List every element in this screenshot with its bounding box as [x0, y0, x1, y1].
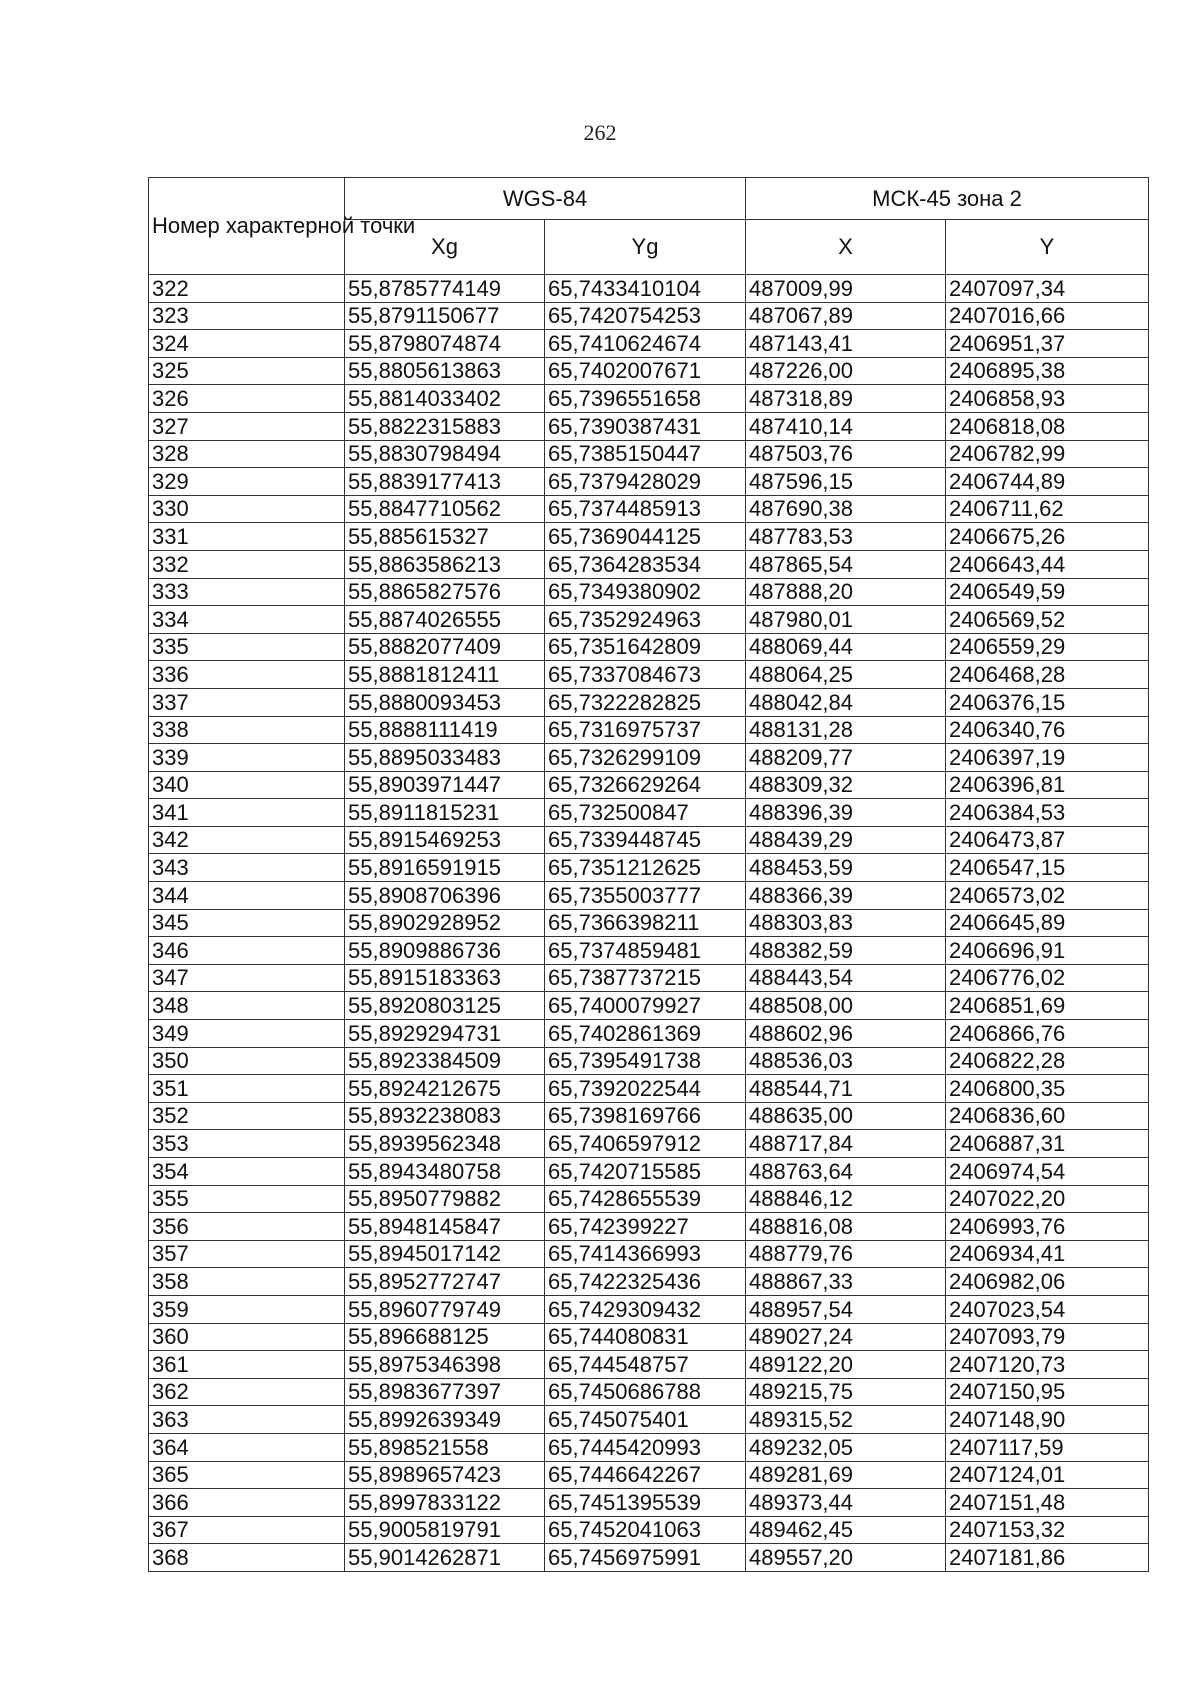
y-cell: 2406974,54 [946, 1158, 1149, 1186]
point-number-cell: 322 [149, 275, 345, 303]
yg-cell: 65,7400079927 [545, 992, 746, 1020]
point-number-cell: 346 [149, 937, 345, 965]
yg-cell: 65,7428655539 [545, 1185, 746, 1213]
point-number-cell: 335 [149, 633, 345, 661]
y-cell: 2406397,19 [946, 744, 1149, 772]
yg-cell: 65,7451395539 [545, 1489, 746, 1517]
table-row [149, 468, 1149, 496]
x-cell: 488131,28 [746, 716, 946, 744]
table-row [149, 1047, 1149, 1075]
yg-cell: 65,7352924963 [545, 606, 746, 634]
table-row [149, 826, 1149, 854]
y-cell: 2407153,32 [946, 1516, 1149, 1544]
yg-cell: 65,7316975737 [545, 716, 746, 744]
y-cell: 2406887,31 [946, 1130, 1149, 1158]
xg-cell: 55,8915469253 [345, 826, 545, 854]
table-row [149, 854, 1149, 882]
x-cell: 489122,20 [746, 1351, 946, 1379]
yg-cell: 65,7351212625 [545, 854, 746, 882]
x-cell: 487143,41 [746, 330, 946, 358]
point-number-cell: 362 [149, 1378, 345, 1406]
y-cell: 2406858,93 [946, 385, 1149, 413]
table-row [149, 937, 1149, 965]
x-cell: 487690,38 [746, 495, 946, 523]
point-number-cell: 327 [149, 412, 345, 440]
point-number-cell: 334 [149, 606, 345, 634]
x-cell: 488508,00 [746, 992, 946, 1020]
xg-cell: 55,8945017142 [345, 1240, 545, 1268]
xg-cell: 55,8908706396 [345, 882, 545, 910]
table-row [149, 495, 1149, 523]
point-number-cell: 349 [149, 1020, 345, 1048]
xg-cell: 55,9005819791 [345, 1516, 545, 1544]
x-cell: 489373,44 [746, 1489, 946, 1517]
table-row [149, 1130, 1149, 1158]
table-row [149, 1516, 1149, 1544]
point-number-cell: 353 [149, 1130, 345, 1158]
point-number-cell: 330 [149, 495, 345, 523]
x-cell: 488779,76 [746, 1240, 946, 1268]
yg-cell: 65,7392022544 [545, 1075, 746, 1103]
point-number-cell: 336 [149, 661, 345, 689]
point-number-cell: 357 [149, 1240, 345, 1268]
x-cell: 489462,45 [746, 1516, 946, 1544]
yg-cell: 65,7390387431 [545, 412, 746, 440]
yg-cell: 65,7406597912 [545, 1130, 746, 1158]
point-number-cell: 366 [149, 1489, 345, 1517]
xg-cell: 55,8830798494 [345, 440, 545, 468]
x-cell: 488209,77 [746, 744, 946, 772]
yg-cell: 65,7326629264 [545, 771, 746, 799]
x-cell: 487783,53 [746, 523, 946, 551]
x-cell: 488439,29 [746, 826, 946, 854]
yg-cell: 65,7446642267 [545, 1461, 746, 1489]
yg-cell: 65,7395491738 [545, 1047, 746, 1075]
xg-cell: 55,8924212675 [345, 1075, 545, 1103]
y-cell: 2406866,76 [946, 1020, 1149, 1048]
point-number-cell: 331 [149, 523, 345, 551]
table-row [149, 964, 1149, 992]
point-number-cell: 360 [149, 1323, 345, 1351]
yg-cell: 65,7379428029 [545, 468, 746, 496]
point-number-cell: 364 [149, 1433, 345, 1461]
table-row [149, 1378, 1149, 1406]
point-number-cell: 333 [149, 578, 345, 606]
point-number-cell: 325 [149, 357, 345, 385]
x-cell: 488453,59 [746, 854, 946, 882]
table-row [149, 330, 1149, 358]
coordinates-table [148, 177, 1149, 1572]
page-number: 262 [583, 120, 617, 145]
point-number-cell: 342 [149, 826, 345, 854]
table-row [149, 302, 1149, 330]
yg-cell: 65,7385150447 [545, 440, 746, 468]
table-row [149, 716, 1149, 744]
table-row [149, 1433, 1149, 1461]
xg-cell: 55,8943480758 [345, 1158, 545, 1186]
table-row [149, 1213, 1149, 1241]
point-number-cell: 341 [149, 799, 345, 827]
point-number-cell: 347 [149, 964, 345, 992]
xg-cell: 55,8923384509 [345, 1047, 545, 1075]
point-number-cell: 340 [149, 771, 345, 799]
point-number-cell: 329 [149, 468, 345, 496]
x-cell: 487503,76 [746, 440, 946, 468]
table-row [149, 1240, 1149, 1268]
yg-cell: 65,7402007671 [545, 357, 746, 385]
point-number-cell: 344 [149, 882, 345, 910]
y-cell: 2407117,59 [946, 1433, 1149, 1461]
point-number-cell: 328 [149, 440, 345, 468]
xg-cell: 55,8983677397 [345, 1378, 545, 1406]
yg-cell: 65,7420715585 [545, 1158, 746, 1186]
x-cell: 488069,44 [746, 633, 946, 661]
yg-cell: 65,7456975991 [545, 1544, 746, 1572]
y-cell: 2406376,15 [946, 688, 1149, 716]
msk45-header: МСК-45 зона 2 [746, 178, 1149, 220]
x-cell: 488957,54 [746, 1295, 946, 1323]
table-row [149, 1295, 1149, 1323]
yg-cell: 65,7410624674 [545, 330, 746, 358]
xg-cell: 55,8880093453 [345, 688, 545, 716]
y-cell: 2406573,02 [946, 882, 1149, 910]
point-number-cell: 350 [149, 1047, 345, 1075]
x-cell: 487410,14 [746, 412, 946, 440]
yg-cell: 65,7433410104 [545, 275, 746, 303]
x-cell: 487865,54 [746, 550, 946, 578]
yg-cell: 65,7339448745 [545, 826, 746, 854]
xg-cell: 55,8888111419 [345, 716, 545, 744]
y-cell: 2407093,79 [946, 1323, 1149, 1351]
xg-cell: 55,8932238083 [345, 1102, 545, 1130]
table-row [149, 606, 1149, 634]
point-number-cell: 332 [149, 550, 345, 578]
xg-cell: 55,8911815231 [345, 799, 545, 827]
yg-cell: 65,7420754253 [545, 302, 746, 330]
y-cell: 2406645,89 [946, 909, 1149, 937]
table-row [149, 1020, 1149, 1048]
yg-cell: 65,732500847 [545, 799, 746, 827]
y-cell: 2406340,76 [946, 716, 1149, 744]
y-cell: 2406836,60 [946, 1102, 1149, 1130]
y-cell: 2406818,08 [946, 412, 1149, 440]
y-cell: 2406396,81 [946, 771, 1149, 799]
xg-cell: 55,8975346398 [345, 1351, 545, 1379]
x-cell: 488763,64 [746, 1158, 946, 1186]
xg-cell: 55,8902928952 [345, 909, 545, 937]
point-number-cell: 365 [149, 1461, 345, 1489]
y-cell: 2406776,02 [946, 964, 1149, 992]
xg-cell: 55,8920803125 [345, 992, 545, 1020]
point-number-cell: 355 [149, 1185, 345, 1213]
table-row [149, 1268, 1149, 1296]
table-row [149, 357, 1149, 385]
point-number-cell: 359 [149, 1295, 345, 1323]
xg-cell: 55,8882077409 [345, 633, 545, 661]
x-cell: 488717,84 [746, 1130, 946, 1158]
point-number-cell: 367 [149, 1516, 345, 1544]
point-number-cell: 343 [149, 854, 345, 882]
yg-cell: 65,744548757 [545, 1351, 746, 1379]
xg-cell: 55,8992639349 [345, 1406, 545, 1434]
xg-cell: 55,896688125 [345, 1323, 545, 1351]
table-row [149, 1075, 1149, 1103]
table-row [149, 1158, 1149, 1186]
xg-cell: 55,885615327 [345, 523, 545, 551]
xg-cell: 55,8950779882 [345, 1185, 545, 1213]
xg-cell: 55,898521558 [345, 1433, 545, 1461]
point-number-header: Номер характерной точки [149, 178, 345, 275]
xg-cell: 55,8903971447 [345, 771, 545, 799]
point-number-cell: 351 [149, 1075, 345, 1103]
xg-cell: 55,8895033483 [345, 744, 545, 772]
table-row [149, 1351, 1149, 1379]
x-cell: 488635,00 [746, 1102, 946, 1130]
table-row [149, 771, 1149, 799]
xg-cell: 55,8915183363 [345, 964, 545, 992]
point-number-cell: 345 [149, 909, 345, 937]
point-number-cell: 358 [149, 1268, 345, 1296]
table-row [149, 1544, 1149, 1572]
y-cell: 2406569,52 [946, 606, 1149, 634]
x-cell: 489281,69 [746, 1461, 946, 1489]
xg-cell: 55,8798074874 [345, 330, 545, 358]
xg-cell: 55,8960779749 [345, 1295, 545, 1323]
yg-cell: 65,7450686788 [545, 1378, 746, 1406]
yg-cell: 65,7326299109 [545, 744, 746, 772]
xg-cell: 55,8989657423 [345, 1461, 545, 1489]
xg-cell: 55,8939562348 [345, 1130, 545, 1158]
x-cell: 488309,32 [746, 771, 946, 799]
table-row [149, 633, 1149, 661]
table-row [149, 1406, 1149, 1434]
x-cell: 488602,96 [746, 1020, 946, 1048]
xg-cell: 55,8814033402 [345, 385, 545, 413]
table-row [149, 385, 1149, 413]
x-cell: 487596,15 [746, 468, 946, 496]
xg-cell: 55,8822315883 [345, 412, 545, 440]
y-cell: 2406473,87 [946, 826, 1149, 854]
table-row [149, 799, 1149, 827]
xg-cell: 55,8805613863 [345, 357, 545, 385]
yg-cell: 65,7369044125 [545, 523, 746, 551]
y-cell: 2407124,01 [946, 1461, 1149, 1489]
yg-cell: 65,7396551658 [545, 385, 746, 413]
x-cell: 488382,59 [746, 937, 946, 965]
x-cell: 487067,89 [746, 302, 946, 330]
xg-cell: 55,8839177413 [345, 468, 545, 496]
x-cell: 488366,39 [746, 882, 946, 910]
table-row [149, 1102, 1149, 1130]
yg-cell: 65,7366398211 [545, 909, 746, 937]
x-cell: 488396,39 [746, 799, 946, 827]
table-row [149, 992, 1149, 1020]
point-number-cell: 368 [149, 1544, 345, 1572]
wgs84-header: WGS-84 [345, 178, 746, 220]
table-row [149, 1323, 1149, 1351]
yg-cell: 65,7349380902 [545, 578, 746, 606]
yg-cell: 65,744080831 [545, 1323, 746, 1351]
x-cell: 487009,99 [746, 275, 946, 303]
table-row [149, 1461, 1149, 1489]
y-cell: 2406559,29 [946, 633, 1149, 661]
yg-cell: 65,7422325436 [545, 1268, 746, 1296]
yg-cell: 65,7364283534 [545, 550, 746, 578]
yg-cell: 65,7445420993 [545, 1433, 746, 1461]
x-cell: 488443,54 [746, 964, 946, 992]
point-number-cell: 326 [149, 385, 345, 413]
point-number-cell: 363 [149, 1406, 345, 1434]
xg-cell: 55,8874026555 [345, 606, 545, 634]
table-body [149, 275, 1149, 1572]
table-row [149, 688, 1149, 716]
y-cell: 2406744,89 [946, 468, 1149, 496]
x-cell: 487226,00 [746, 357, 946, 385]
x-cell: 487980,01 [746, 606, 946, 634]
x-cell: 488042,84 [746, 688, 946, 716]
x-cell: 488303,83 [746, 909, 946, 937]
y-cell: 2406549,59 [946, 578, 1149, 606]
yg-cell: 65,7414366993 [545, 1240, 746, 1268]
x-cell: 487318,89 [746, 385, 946, 413]
yg-cell: 65,7402861369 [545, 1020, 746, 1048]
table-row [149, 412, 1149, 440]
x-cell: 488867,33 [746, 1268, 946, 1296]
y-cell: 2406468,28 [946, 661, 1149, 689]
yg-cell: 65,7374485913 [545, 495, 746, 523]
point-number-cell: 324 [149, 330, 345, 358]
table-row [149, 909, 1149, 937]
table-header [149, 178, 1149, 275]
yg-cell: 65,7374859481 [545, 937, 746, 965]
y-cell: 2407120,73 [946, 1351, 1149, 1379]
y-cell: 2406951,37 [946, 330, 1149, 358]
x-cell: 489027,24 [746, 1323, 946, 1351]
xg-cell: 55,8881812411 [345, 661, 545, 689]
yg-cell: 65,7387737215 [545, 964, 746, 992]
xg-cell: 55,9014262871 [345, 1544, 545, 1572]
y-cell: 2406822,28 [946, 1047, 1149, 1075]
x-cell: 489315,52 [746, 1406, 946, 1434]
y-cell: 2407022,20 [946, 1185, 1149, 1213]
y-cell: 2407150,95 [946, 1378, 1149, 1406]
x-header: X [746, 220, 946, 275]
xg-cell: 55,8791150677 [345, 302, 545, 330]
x-cell: 489557,20 [746, 1544, 946, 1572]
x-cell: 488544,71 [746, 1075, 946, 1103]
x-cell: 487888,20 [746, 578, 946, 606]
point-number-cell: 354 [149, 1158, 345, 1186]
xg-cell: 55,8865827576 [345, 578, 545, 606]
x-cell: 488536,03 [746, 1047, 946, 1075]
point-number-cell: 348 [149, 992, 345, 1020]
y-cell: 2407023,54 [946, 1295, 1149, 1323]
table-row [149, 578, 1149, 606]
y-cell: 2406993,76 [946, 1213, 1149, 1241]
xg-cell: 55,8929294731 [345, 1020, 545, 1048]
x-cell: 489232,05 [746, 1433, 946, 1461]
yg-cell: 65,7337084673 [545, 661, 746, 689]
xg-cell: 55,8909886736 [345, 937, 545, 965]
table-row [149, 1489, 1149, 1517]
y-cell: 2406547,15 [946, 854, 1149, 882]
yg-cell: 65,745075401 [545, 1406, 746, 1434]
x-cell: 488064,25 [746, 661, 946, 689]
y-cell: 2407016,66 [946, 302, 1149, 330]
y-cell: 2407151,48 [946, 1489, 1149, 1517]
y-cell: 2406675,26 [946, 523, 1149, 551]
xg-header: Xg [345, 220, 545, 275]
point-number-cell: 323 [149, 302, 345, 330]
table-row [149, 744, 1149, 772]
yg-cell: 65,7452041063 [545, 1516, 746, 1544]
y-cell: 2406895,38 [946, 357, 1149, 385]
table-row [149, 523, 1149, 551]
xg-cell: 55,8916591915 [345, 854, 545, 882]
y-cell: 2406851,69 [946, 992, 1149, 1020]
y-cell: 2406643,44 [946, 550, 1149, 578]
table-row [149, 440, 1149, 468]
y-cell: 2407148,90 [946, 1406, 1149, 1434]
point-number-cell: 337 [149, 688, 345, 716]
table-row [149, 275, 1149, 303]
y-cell: 2406696,91 [946, 937, 1149, 965]
y-cell: 2406711,62 [946, 495, 1149, 523]
y-cell: 2407181,86 [946, 1544, 1149, 1572]
table-row [149, 882, 1149, 910]
yg-cell: 65,742399227 [545, 1213, 746, 1241]
point-number-cell: 338 [149, 716, 345, 744]
yg-cell: 65,7398169766 [545, 1102, 746, 1130]
x-cell: 488846,12 [746, 1185, 946, 1213]
yg-cell: 65,7355003777 [545, 882, 746, 910]
xg-cell: 55,8863586213 [345, 550, 545, 578]
point-number-cell: 361 [149, 1351, 345, 1379]
y-cell: 2406384,53 [946, 799, 1149, 827]
y-cell: 2406934,41 [946, 1240, 1149, 1268]
yg-header: Yg [545, 220, 746, 275]
point-number-cell: 352 [149, 1102, 345, 1130]
x-cell: 488816,08 [746, 1213, 946, 1241]
table-row [149, 550, 1149, 578]
xg-cell: 55,8785774149 [345, 275, 545, 303]
point-number-cell: 356 [149, 1213, 345, 1241]
y-cell: 2407097,34 [946, 275, 1149, 303]
table-row [149, 1185, 1149, 1213]
y-cell: 2406800,35 [946, 1075, 1149, 1103]
y-cell: 2406782,99 [946, 440, 1149, 468]
table-row [149, 661, 1149, 689]
xg-cell: 55,8847710562 [345, 495, 545, 523]
xg-cell: 55,8948145847 [345, 1213, 545, 1241]
y-cell: 2406982,06 [946, 1268, 1149, 1296]
y-header: Y [946, 220, 1149, 275]
yg-cell: 65,7322282825 [545, 688, 746, 716]
point-number-cell: 339 [149, 744, 345, 772]
x-cell: 489215,75 [746, 1378, 946, 1406]
yg-cell: 65,7351642809 [545, 633, 746, 661]
xg-cell: 55,8997833122 [345, 1489, 545, 1517]
xg-cell: 55,8952772747 [345, 1268, 545, 1296]
yg-cell: 65,7429309432 [545, 1295, 746, 1323]
